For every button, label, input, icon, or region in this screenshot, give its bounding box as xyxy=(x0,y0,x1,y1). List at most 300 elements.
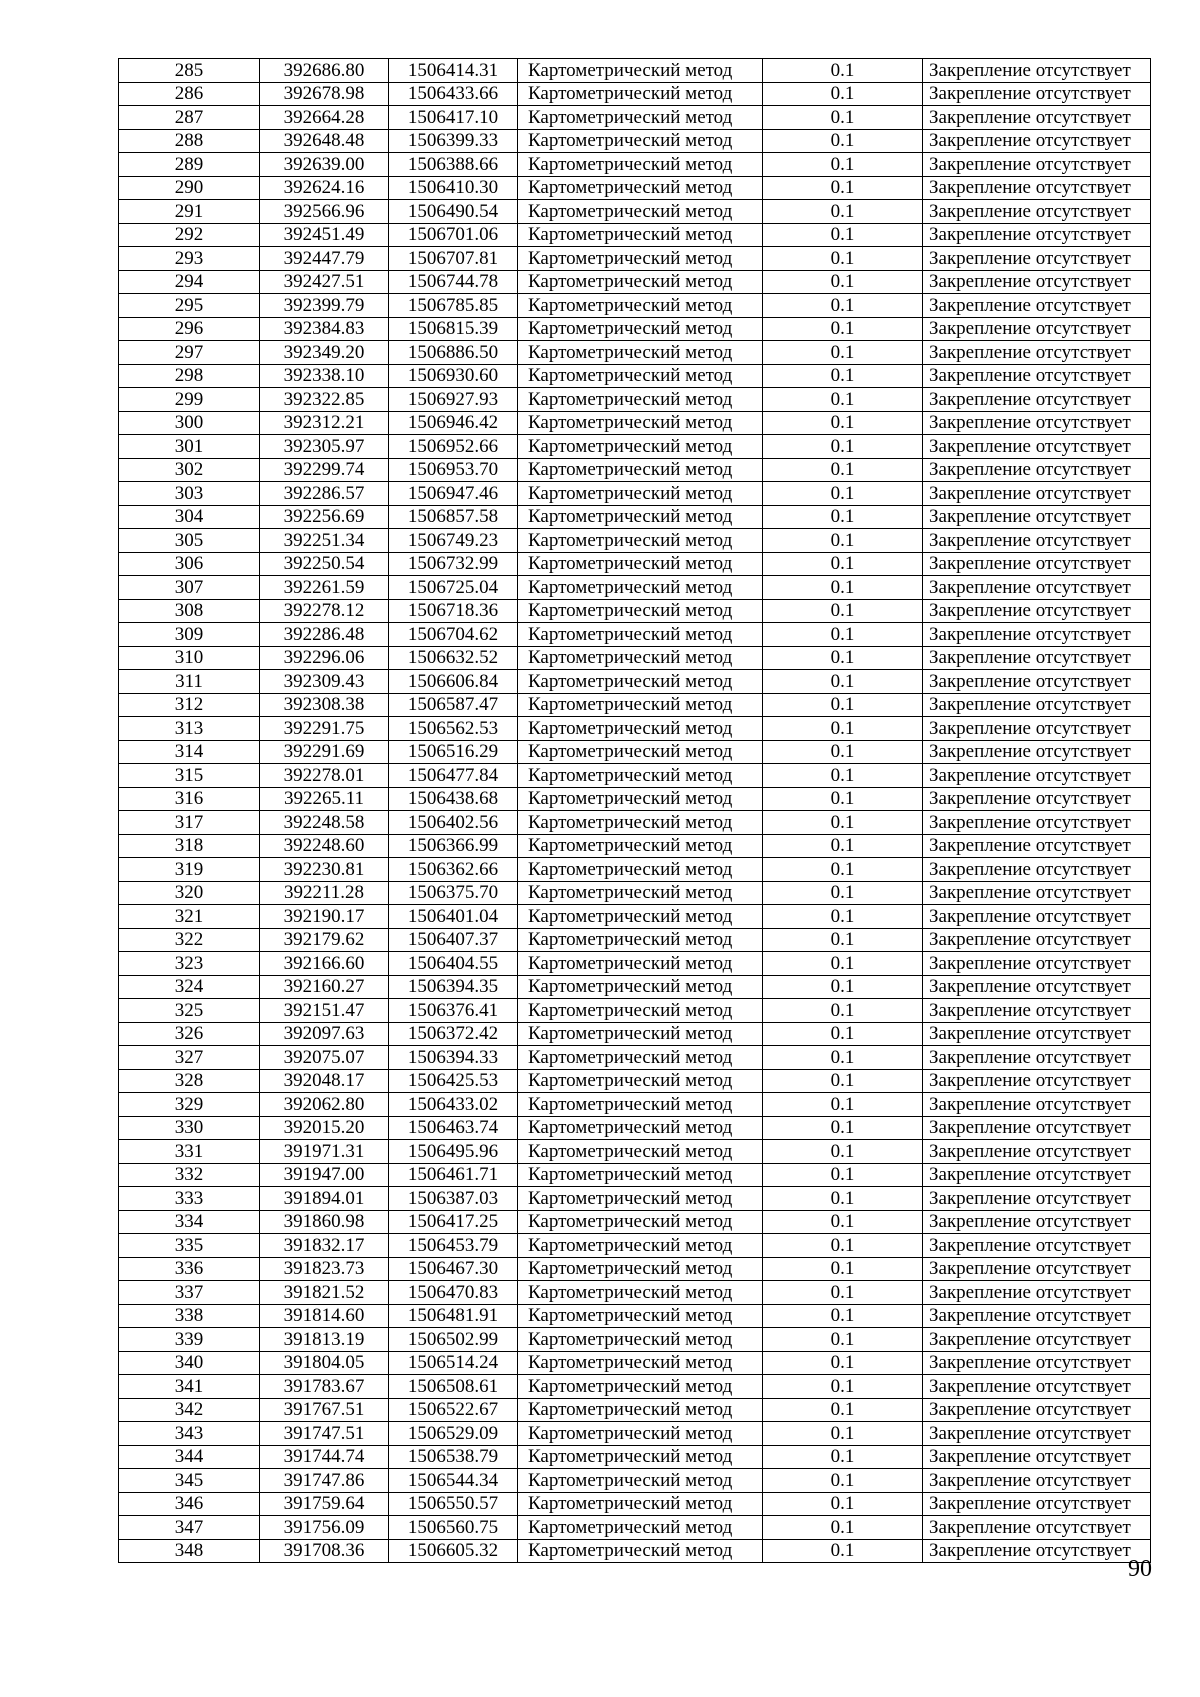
point-number-cell: 303 xyxy=(119,482,260,506)
accuracy-cell: 0.1 xyxy=(763,1022,923,1046)
method-cell: Картометрический метод xyxy=(518,1116,763,1140)
table-row xyxy=(119,599,1151,623)
point-number-cell: 285 xyxy=(119,59,260,83)
x-coordinate-cell: 392399.79 xyxy=(260,294,389,318)
table-row xyxy=(119,764,1151,788)
table-row xyxy=(119,1398,1151,1422)
accuracy-cell: 0.1 xyxy=(763,952,923,976)
table-row xyxy=(119,646,1151,670)
x-coordinate-cell: 391947.00 xyxy=(260,1163,389,1187)
fixing-cell: Закрепление отсутствует xyxy=(923,482,1151,506)
point-number-cell: 335 xyxy=(119,1234,260,1258)
y-coordinate-cell: 1506732.99 xyxy=(389,552,518,576)
point-number-cell: 293 xyxy=(119,247,260,271)
method-cell: Картометрический метод xyxy=(518,317,763,341)
y-coordinate-cell: 1506407.37 xyxy=(389,928,518,952)
y-coordinate-cell: 1506514.24 xyxy=(389,1351,518,1375)
fixing-cell: Закрепление отсутствует xyxy=(923,364,1151,388)
accuracy-cell: 0.1 xyxy=(763,482,923,506)
y-coordinate-cell: 1506414.31 xyxy=(389,59,518,83)
table-row xyxy=(119,552,1151,576)
x-coordinate-cell: 391744.74 xyxy=(260,1445,389,1469)
method-cell: Картометрический метод xyxy=(518,1422,763,1446)
method-cell: Картометрический метод xyxy=(518,1046,763,1070)
x-coordinate-cell: 392286.48 xyxy=(260,623,389,647)
accuracy-cell: 0.1 xyxy=(763,200,923,224)
y-coordinate-cell: 1506952.66 xyxy=(389,435,518,459)
table-row xyxy=(119,999,1151,1023)
coordinates-table-body xyxy=(119,59,1151,1563)
accuracy-cell: 0.1 xyxy=(763,552,923,576)
x-coordinate-cell: 391747.51 xyxy=(260,1422,389,1446)
method-cell: Картометрический метод xyxy=(518,646,763,670)
method-cell: Картометрический метод xyxy=(518,82,763,106)
accuracy-cell: 0.1 xyxy=(763,717,923,741)
fixing-cell: Закрепление отсутствует xyxy=(923,576,1151,600)
method-cell: Картометрический метод xyxy=(518,1304,763,1328)
accuracy-cell: 0.1 xyxy=(763,1163,923,1187)
table-row xyxy=(119,717,1151,741)
table-row xyxy=(119,1375,1151,1399)
y-coordinate-cell: 1506433.66 xyxy=(389,82,518,106)
fixing-cell: Закрепление отсутствует xyxy=(923,599,1151,623)
table-row xyxy=(119,1469,1151,1493)
fixing-cell: Закрепление отсутствует xyxy=(923,1210,1151,1234)
x-coordinate-cell: 392286.57 xyxy=(260,482,389,506)
y-coordinate-cell: 1506394.33 xyxy=(389,1046,518,1070)
method-cell: Картометрический метод xyxy=(518,858,763,882)
method-cell: Картометрический метод xyxy=(518,1163,763,1187)
x-coordinate-cell: 392309.43 xyxy=(260,670,389,694)
table-row xyxy=(119,82,1151,106)
point-number-cell: 296 xyxy=(119,317,260,341)
point-number-cell: 311 xyxy=(119,670,260,694)
y-coordinate-cell: 1506815.39 xyxy=(389,317,518,341)
fixing-cell: Закрепление отсутствует xyxy=(923,1539,1151,1563)
fixing-cell: Закрепление отсутствует xyxy=(923,787,1151,811)
table-row xyxy=(119,270,1151,294)
accuracy-cell: 0.1 xyxy=(763,858,923,882)
y-coordinate-cell: 1506886.50 xyxy=(389,341,518,365)
accuracy-cell: 0.1 xyxy=(763,129,923,153)
accuracy-cell: 0.1 xyxy=(763,1492,923,1516)
fixing-cell: Закрепление отсутствует xyxy=(923,247,1151,271)
fixing-cell: Закрепление отсутствует xyxy=(923,341,1151,365)
y-coordinate-cell: 1506502.99 xyxy=(389,1328,518,1352)
method-cell: Картометрический метод xyxy=(518,176,763,200)
x-coordinate-cell: 392048.17 xyxy=(260,1069,389,1093)
point-number-cell: 330 xyxy=(119,1116,260,1140)
table-row xyxy=(119,435,1151,459)
fixing-cell: Закрепление отсутствует xyxy=(923,435,1151,459)
table-row xyxy=(119,482,1151,506)
accuracy-cell: 0.1 xyxy=(763,458,923,482)
fixing-cell: Закрепление отсутствует xyxy=(923,1469,1151,1493)
y-coordinate-cell: 1506375.70 xyxy=(389,881,518,905)
method-cell: Картометрический метод xyxy=(518,270,763,294)
y-coordinate-cell: 1506481.91 xyxy=(389,1304,518,1328)
x-coordinate-cell: 392296.06 xyxy=(260,646,389,670)
fixing-cell: Закрепление отсутствует xyxy=(923,646,1151,670)
fixing-cell: Закрепление отсутствует xyxy=(923,176,1151,200)
fixing-cell: Закрепление отсутствует xyxy=(923,317,1151,341)
x-coordinate-cell: 391823.73 xyxy=(260,1257,389,1281)
x-coordinate-cell: 392250.54 xyxy=(260,552,389,576)
table-row xyxy=(119,1516,1151,1540)
fixing-cell: Закрепление отсутствует xyxy=(923,764,1151,788)
table-row xyxy=(119,693,1151,717)
fixing-cell: Закрепление отсутствует xyxy=(923,106,1151,130)
fixing-cell: Закрепление отсутствует xyxy=(923,529,1151,553)
method-cell: Картометрический метод xyxy=(518,834,763,858)
y-coordinate-cell: 1506394.35 xyxy=(389,975,518,999)
accuracy-cell: 0.1 xyxy=(763,834,923,858)
method-cell: Картометрический метод xyxy=(518,552,763,576)
y-coordinate-cell: 1506857.58 xyxy=(389,505,518,529)
table-row xyxy=(119,59,1151,83)
y-coordinate-cell: 1506372.42 xyxy=(389,1022,518,1046)
method-cell: Картометрический метод xyxy=(518,341,763,365)
fixing-cell: Закрепление отсутствует xyxy=(923,1304,1151,1328)
accuracy-cell: 0.1 xyxy=(763,999,923,1023)
point-number-cell: 320 xyxy=(119,881,260,905)
point-number-cell: 317 xyxy=(119,811,260,835)
x-coordinate-cell: 392251.34 xyxy=(260,529,389,553)
table-row xyxy=(119,529,1151,553)
table-row xyxy=(119,1069,1151,1093)
point-number-cell: 287 xyxy=(119,106,260,130)
x-coordinate-cell: 392151.47 xyxy=(260,999,389,1023)
y-coordinate-cell: 1506725.04 xyxy=(389,576,518,600)
x-coordinate-cell: 392639.00 xyxy=(260,153,389,177)
table-row xyxy=(119,388,1151,412)
y-coordinate-cell: 1506544.34 xyxy=(389,1469,518,1493)
fixing-cell: Закрепление отсутствует xyxy=(923,881,1151,905)
method-cell: Картометрический метод xyxy=(518,129,763,153)
accuracy-cell: 0.1 xyxy=(763,764,923,788)
x-coordinate-cell: 392211.28 xyxy=(260,881,389,905)
point-number-cell: 333 xyxy=(119,1187,260,1211)
table-row xyxy=(119,1422,1151,1446)
coordinates-table xyxy=(118,58,1151,1563)
table-row xyxy=(119,928,1151,952)
x-coordinate-cell: 392686.80 xyxy=(260,59,389,83)
method-cell: Картометрический метод xyxy=(518,1210,763,1234)
table-row xyxy=(119,153,1151,177)
method-cell: Картометрический метод xyxy=(518,482,763,506)
y-coordinate-cell: 1506508.61 xyxy=(389,1375,518,1399)
accuracy-cell: 0.1 xyxy=(763,505,923,529)
x-coordinate-cell: 392451.49 xyxy=(260,223,389,247)
method-cell: Картометрический метод xyxy=(518,1187,763,1211)
table-row xyxy=(119,858,1151,882)
y-coordinate-cell: 1506701.06 xyxy=(389,223,518,247)
table-row xyxy=(119,811,1151,835)
table-row xyxy=(119,200,1151,224)
fixing-cell: Закрепление отсутствует xyxy=(923,1375,1151,1399)
y-coordinate-cell: 1506749.23 xyxy=(389,529,518,553)
fixing-cell: Закрепление отсутствует xyxy=(923,82,1151,106)
page-number: 90 xyxy=(1128,1556,1152,1582)
x-coordinate-cell: 392230.81 xyxy=(260,858,389,882)
point-number-cell: 305 xyxy=(119,529,260,553)
fixing-cell: Закрепление отсутствует xyxy=(923,1281,1151,1305)
x-coordinate-cell: 392648.48 xyxy=(260,129,389,153)
y-coordinate-cell: 1506495.96 xyxy=(389,1140,518,1164)
y-coordinate-cell: 1506404.55 xyxy=(389,952,518,976)
table-row xyxy=(119,1046,1151,1070)
x-coordinate-cell: 392166.60 xyxy=(260,952,389,976)
fixing-cell: Закрепление отсутствует xyxy=(923,270,1151,294)
point-number-cell: 348 xyxy=(119,1539,260,1563)
y-coordinate-cell: 1506953.70 xyxy=(389,458,518,482)
x-coordinate-cell: 391894.01 xyxy=(260,1187,389,1211)
method-cell: Картометрический метод xyxy=(518,576,763,600)
y-coordinate-cell: 1506704.62 xyxy=(389,623,518,647)
y-coordinate-cell: 1506477.84 xyxy=(389,764,518,788)
point-number-cell: 315 xyxy=(119,764,260,788)
method-cell: Картометрический метод xyxy=(518,693,763,717)
table-row xyxy=(119,1304,1151,1328)
y-coordinate-cell: 1506605.32 xyxy=(389,1539,518,1563)
x-coordinate-cell: 392308.38 xyxy=(260,693,389,717)
x-coordinate-cell: 391804.05 xyxy=(260,1351,389,1375)
y-coordinate-cell: 1506438.68 xyxy=(389,787,518,811)
fixing-cell: Закрепление отсутствует xyxy=(923,717,1151,741)
fixing-cell: Закрепление отсутствует xyxy=(923,1257,1151,1281)
method-cell: Картометрический метод xyxy=(518,1328,763,1352)
x-coordinate-cell: 392447.79 xyxy=(260,247,389,271)
method-cell: Картометрический метод xyxy=(518,787,763,811)
method-cell: Картометрический метод xyxy=(518,247,763,271)
point-number-cell: 290 xyxy=(119,176,260,200)
y-coordinate-cell: 1506632.52 xyxy=(389,646,518,670)
y-coordinate-cell: 1506947.46 xyxy=(389,482,518,506)
fixing-cell: Закрепление отсутствует xyxy=(923,740,1151,764)
y-coordinate-cell: 1506461.71 xyxy=(389,1163,518,1187)
fixing-cell: Закрепление отсутствует xyxy=(923,200,1151,224)
method-cell: Картометрический метод xyxy=(518,1469,763,1493)
table-row xyxy=(119,1022,1151,1046)
x-coordinate-cell: 392322.85 xyxy=(260,388,389,412)
method-cell: Картометрический метод xyxy=(518,764,763,788)
point-number-cell: 344 xyxy=(119,1445,260,1469)
y-coordinate-cell: 1506417.25 xyxy=(389,1210,518,1234)
method-cell: Картометрический метод xyxy=(518,623,763,647)
point-number-cell: 345 xyxy=(119,1469,260,1493)
y-coordinate-cell: 1506388.66 xyxy=(389,153,518,177)
accuracy-cell: 0.1 xyxy=(763,106,923,130)
x-coordinate-cell: 392015.20 xyxy=(260,1116,389,1140)
table-row xyxy=(119,364,1151,388)
table-row xyxy=(119,505,1151,529)
x-coordinate-cell: 392265.11 xyxy=(260,787,389,811)
table-row xyxy=(119,834,1151,858)
method-cell: Картометрический метод xyxy=(518,458,763,482)
x-coordinate-cell: 392299.74 xyxy=(260,458,389,482)
y-coordinate-cell: 1506718.36 xyxy=(389,599,518,623)
y-coordinate-cell: 1506516.29 xyxy=(389,740,518,764)
fixing-cell: Закрепление отсутствует xyxy=(923,1398,1151,1422)
accuracy-cell: 0.1 xyxy=(763,1069,923,1093)
table-row xyxy=(119,1093,1151,1117)
x-coordinate-cell: 391747.86 xyxy=(260,1469,389,1493)
point-number-cell: 334 xyxy=(119,1210,260,1234)
accuracy-cell: 0.1 xyxy=(763,364,923,388)
table-row xyxy=(119,411,1151,435)
table-row xyxy=(119,223,1151,247)
x-coordinate-cell: 392384.83 xyxy=(260,317,389,341)
table-row xyxy=(119,905,1151,929)
accuracy-cell: 0.1 xyxy=(763,153,923,177)
accuracy-cell: 0.1 xyxy=(763,1375,923,1399)
point-number-cell: 294 xyxy=(119,270,260,294)
fixing-cell: Закрепление отсутствует xyxy=(923,294,1151,318)
accuracy-cell: 0.1 xyxy=(763,1187,923,1211)
method-cell: Картометрический метод xyxy=(518,294,763,318)
y-coordinate-cell: 1506470.83 xyxy=(389,1281,518,1305)
point-number-cell: 337 xyxy=(119,1281,260,1305)
x-coordinate-cell: 391860.98 xyxy=(260,1210,389,1234)
y-coordinate-cell: 1506946.42 xyxy=(389,411,518,435)
accuracy-cell: 0.1 xyxy=(763,1422,923,1446)
y-coordinate-cell: 1506490.54 xyxy=(389,200,518,224)
table-row xyxy=(119,740,1151,764)
point-number-cell: 339 xyxy=(119,1328,260,1352)
accuracy-cell: 0.1 xyxy=(763,294,923,318)
y-coordinate-cell: 1506927.93 xyxy=(389,388,518,412)
point-number-cell: 308 xyxy=(119,599,260,623)
point-number-cell: 342 xyxy=(119,1398,260,1422)
y-coordinate-cell: 1506538.79 xyxy=(389,1445,518,1469)
y-coordinate-cell: 1506529.09 xyxy=(389,1422,518,1446)
point-number-cell: 347 xyxy=(119,1516,260,1540)
y-coordinate-cell: 1506707.81 xyxy=(389,247,518,271)
table-row xyxy=(119,1539,1151,1563)
accuracy-cell: 0.1 xyxy=(763,176,923,200)
table-row xyxy=(119,975,1151,999)
fixing-cell: Закрепление отсутствует xyxy=(923,1163,1151,1187)
accuracy-cell: 0.1 xyxy=(763,1234,923,1258)
x-coordinate-cell: 391783.67 xyxy=(260,1375,389,1399)
fixing-cell: Закрепление отсутствует xyxy=(923,858,1151,882)
accuracy-cell: 0.1 xyxy=(763,670,923,694)
table-row xyxy=(119,1187,1151,1211)
point-number-cell: 300 xyxy=(119,411,260,435)
point-number-cell: 319 xyxy=(119,858,260,882)
point-number-cell: 292 xyxy=(119,223,260,247)
y-coordinate-cell: 1506550.57 xyxy=(389,1492,518,1516)
table-row xyxy=(119,341,1151,365)
y-coordinate-cell: 1506387.03 xyxy=(389,1187,518,1211)
table-row xyxy=(119,317,1151,341)
accuracy-cell: 0.1 xyxy=(763,1093,923,1117)
x-coordinate-cell: 392097.63 xyxy=(260,1022,389,1046)
point-number-cell: 312 xyxy=(119,693,260,717)
method-cell: Картометрический метод xyxy=(518,1516,763,1540)
x-coordinate-cell: 392179.62 xyxy=(260,928,389,952)
accuracy-cell: 0.1 xyxy=(763,1351,923,1375)
method-cell: Картометрический метод xyxy=(518,1140,763,1164)
x-coordinate-cell: 392248.58 xyxy=(260,811,389,835)
fixing-cell: Закрепление отсутствует xyxy=(923,1351,1151,1375)
x-coordinate-cell: 392312.21 xyxy=(260,411,389,435)
x-coordinate-cell: 391759.64 xyxy=(260,1492,389,1516)
method-cell: Картометрический метод xyxy=(518,1257,763,1281)
accuracy-cell: 0.1 xyxy=(763,59,923,83)
method-cell: Картометрический метод xyxy=(518,529,763,553)
fixing-cell: Закрепление отсутствует xyxy=(923,1069,1151,1093)
y-coordinate-cell: 1506467.30 xyxy=(389,1257,518,1281)
accuracy-cell: 0.1 xyxy=(763,1516,923,1540)
fixing-cell: Закрепление отсутствует xyxy=(923,1234,1151,1258)
x-coordinate-cell: 391813.19 xyxy=(260,1328,389,1352)
table-row xyxy=(119,1351,1151,1375)
method-cell: Картометрический метод xyxy=(518,1234,763,1258)
point-number-cell: 297 xyxy=(119,341,260,365)
method-cell: Картометрический метод xyxy=(518,435,763,459)
accuracy-cell: 0.1 xyxy=(763,388,923,412)
x-coordinate-cell: 392248.60 xyxy=(260,834,389,858)
method-cell: Картометрический метод xyxy=(518,599,763,623)
x-coordinate-cell: 392291.69 xyxy=(260,740,389,764)
accuracy-cell: 0.1 xyxy=(763,646,923,670)
method-cell: Картометрический метод xyxy=(518,505,763,529)
method-cell: Картометрический метод xyxy=(518,1022,763,1046)
x-coordinate-cell: 391821.52 xyxy=(260,1281,389,1305)
table-row xyxy=(119,1492,1151,1516)
point-number-cell: 289 xyxy=(119,153,260,177)
point-number-cell: 295 xyxy=(119,294,260,318)
y-coordinate-cell: 1506417.10 xyxy=(389,106,518,130)
method-cell: Картометрический метод xyxy=(518,1539,763,1563)
accuracy-cell: 0.1 xyxy=(763,787,923,811)
accuracy-cell: 0.1 xyxy=(763,693,923,717)
table-row xyxy=(119,1210,1151,1234)
fixing-cell: Закрепление отсутствует xyxy=(923,552,1151,576)
table-row xyxy=(119,176,1151,200)
fixing-cell: Закрепление отсутствует xyxy=(923,670,1151,694)
point-number-cell: 328 xyxy=(119,1069,260,1093)
accuracy-cell: 0.1 xyxy=(763,82,923,106)
fixing-cell: Закрепление отсутствует xyxy=(923,1046,1151,1070)
table-row xyxy=(119,1445,1151,1469)
point-number-cell: 326 xyxy=(119,1022,260,1046)
x-coordinate-cell: 392278.01 xyxy=(260,764,389,788)
point-number-cell: 299 xyxy=(119,388,260,412)
y-coordinate-cell: 1506425.53 xyxy=(389,1069,518,1093)
table-row xyxy=(119,576,1151,600)
method-cell: Картометрический метод xyxy=(518,881,763,905)
accuracy-cell: 0.1 xyxy=(763,811,923,835)
accuracy-cell: 0.1 xyxy=(763,1281,923,1305)
point-number-cell: 298 xyxy=(119,364,260,388)
accuracy-cell: 0.1 xyxy=(763,905,923,929)
point-number-cell: 336 xyxy=(119,1257,260,1281)
method-cell: Картометрический метод xyxy=(518,905,763,929)
x-coordinate-cell: 391832.17 xyxy=(260,1234,389,1258)
point-number-cell: 332 xyxy=(119,1163,260,1187)
fixing-cell: Закрепление отсутствует xyxy=(923,1516,1151,1540)
method-cell: Картометрический метод xyxy=(518,670,763,694)
x-coordinate-cell: 392338.10 xyxy=(260,364,389,388)
point-number-cell: 302 xyxy=(119,458,260,482)
fixing-cell: Закрепление отсутствует xyxy=(923,1022,1151,1046)
point-number-cell: 301 xyxy=(119,435,260,459)
point-number-cell: 314 xyxy=(119,740,260,764)
method-cell: Картометрический метод xyxy=(518,1398,763,1422)
x-coordinate-cell: 392261.59 xyxy=(260,576,389,600)
